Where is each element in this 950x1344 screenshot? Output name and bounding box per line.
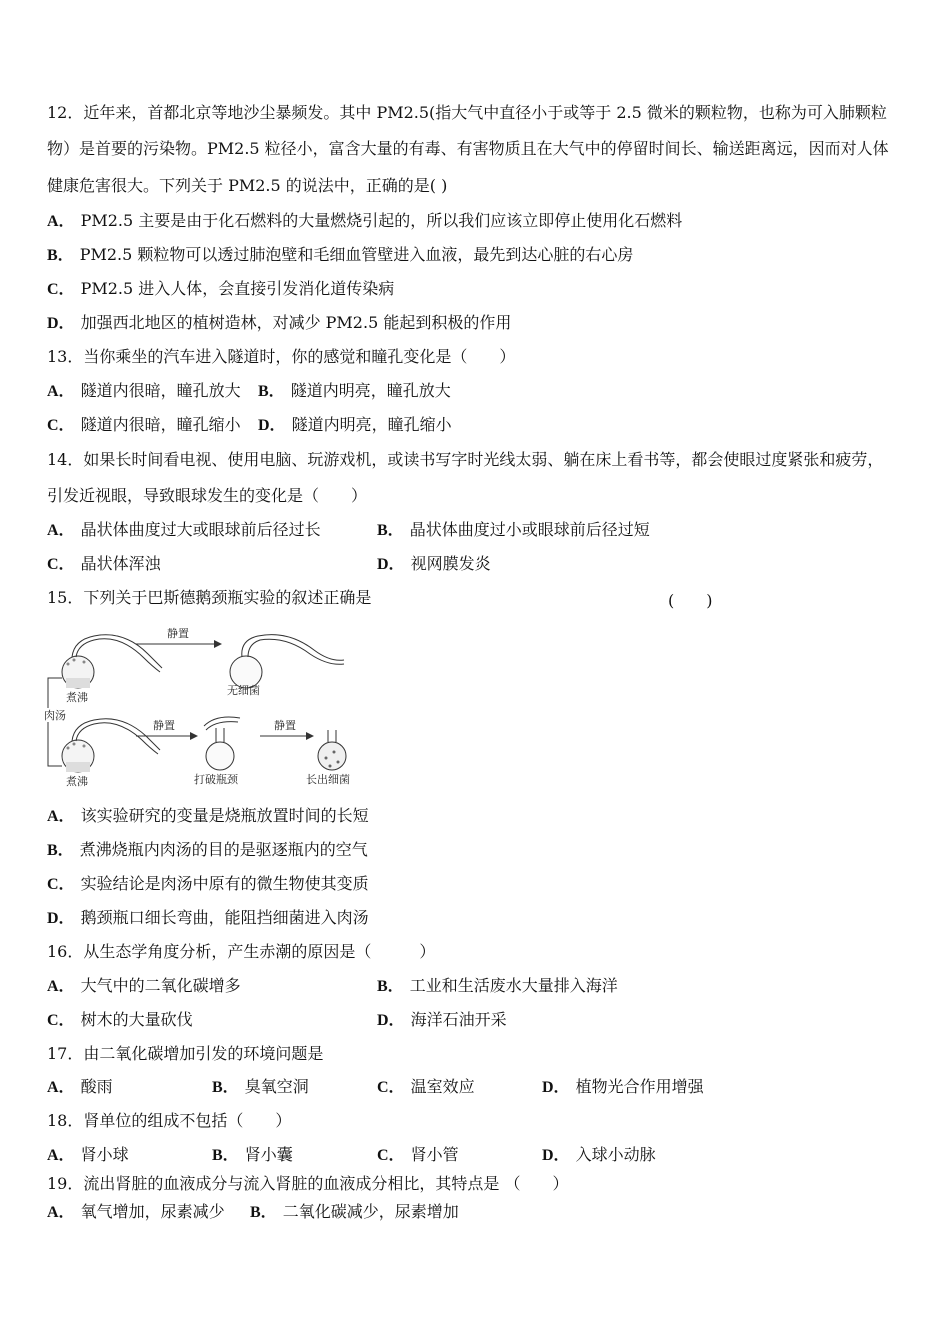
option-label: B． [212,1147,239,1164]
option-text: 肾小管 [410,1145,459,1164]
option-label: C． [377,1079,405,1096]
option-text: 煮沸烧瓶内肉汤的目的是驱逐瓶内的空气 [79,840,368,859]
option-label: A． [47,1079,75,1096]
q12-option-a [47,211,682,232]
no-bacteria-label: 无细菌 [227,684,260,697]
option-text: 该实验研究的变量是烧瓶放置时间的长短 [80,806,369,825]
q16-stem: 16．从生态学角度分析，产生赤潮的原因是（ ） [47,942,436,961]
option-text: 大气中的二氧化碳增多 [80,976,241,995]
option-text: 视网膜发炎 [410,554,491,573]
q17-option-a [47,1077,113,1098]
still-label-right: 静置 [274,719,296,732]
boil-label-bottom: 煮沸 [66,775,88,788]
option-text: 树木的大量砍伐 [80,1010,193,1029]
option-text: 实验结论是肉汤中原有的微生物使其变质 [80,874,369,893]
q18-option-c [377,1145,459,1166]
option-label: A． [47,978,75,995]
option-text: 隧道内明亮，瞳孔放大 [290,381,451,400]
q17-option-d [542,1077,704,1098]
option-text: 工业和生活废水大量排入海洋 [409,976,618,995]
flask-boiling-top [62,635,162,688]
option-label: C． [47,876,75,893]
q14-option-b [377,520,650,541]
q19-stem: 19．流出肾脏的血液成分与流入肾脏的血液成分相比，其特点是 （ ） [47,1174,569,1193]
option-label: A． [47,1147,75,1164]
option-label: B． [377,522,404,539]
option-label: D． [47,315,75,332]
option-label: D． [258,417,286,434]
q16-option-a [47,976,241,997]
flask-boiling-bottom [62,719,160,772]
q13-option-b [258,381,451,402]
q18-option-b [212,1145,293,1166]
option-label: B． [377,978,404,995]
still-label-top: 静置 [167,627,189,640]
break-neck-label: 打破瓶颈 [194,773,238,786]
option-text: 酸雨 [80,1077,113,1096]
option-text: PM2.5 主要是由于化石燃料的大量燃烧引起的，所以我们应该立即停止使用化石燃料 [80,211,683,230]
q18-option-a [47,1145,129,1166]
q19-option-b [250,1202,459,1223]
q13-option-d [258,415,452,436]
option-text: PM2.5 颗粒物可以透过肺泡壁和毛细血管壁进入血液，最先到达心脏的右心房 [79,245,634,264]
option-text: 温室效应 [410,1077,475,1096]
option-text: 臭氧空洞 [244,1077,309,1096]
q14-option-c [47,554,161,575]
option-text: 海洋石油开采 [410,1010,507,1029]
pasteur-swan-neck-flask-diagram [44,620,356,788]
broth-label: 肉汤 [44,709,66,722]
q15-option-b [47,840,368,861]
flask-sterile-top [230,635,344,688]
q15-option-a [47,806,369,827]
q18-option-d [542,1145,656,1166]
option-label: D． [377,556,405,573]
q12-stem-line-3: 健康危害很大。下列关于 PM2.5 的说法中，正确的是( ) [47,176,448,195]
q13-option-a [47,381,241,402]
option-text: 鹅颈瓶口细长弯曲，能阻挡细菌进入肉汤 [80,908,369,927]
q18-stem: 18．肾单位的组成不包括（ ） [47,1111,292,1130]
option-label: C． [47,281,75,298]
option-text: 隧道内很暗，瞳孔缩小 [80,415,241,434]
option-text: 肾小囊 [244,1145,293,1164]
option-text: 隧道内很暗，瞳孔放大 [80,381,241,400]
arrow-still-top [136,640,222,648]
option-label: C． [47,556,75,573]
flask-bacteria [318,730,346,770]
option-text: PM2.5 进入人体，会直接引发消化道传染病 [80,279,395,298]
arrow-still-mid [136,732,198,740]
q15-answer-paren: ( ) [668,591,713,610]
q16-option-b [377,976,618,997]
q15-option-d [47,908,369,929]
q13-option-c [47,415,241,436]
q17-stem: 17．由二氧化碳增加引发的环境问题是 [47,1044,324,1063]
option-label: C． [377,1147,405,1164]
option-text: 植物光合作用增强 [575,1077,704,1096]
q14-option-d [377,554,491,575]
q13-stem: 13．当你乘坐的汽车进入隧道时，你的感觉和瞳孔变化是（ ） [47,347,516,366]
q12-option-b [47,245,633,266]
option-label: B． [212,1079,239,1096]
option-label: B． [47,842,74,859]
flask-broken-neck [204,717,240,770]
q16-option-c [47,1010,193,1031]
q17-option-b [212,1077,309,1098]
option-text: 二氧化碳减少，尿素增加 [282,1202,459,1221]
option-text: 入球小动脉 [575,1145,656,1164]
bacteria-grow-label: 长出细菌 [306,773,350,786]
option-text: 氧气增加，尿素减少 [80,1202,225,1221]
q15-option-c [47,874,369,895]
option-label: D． [377,1012,405,1029]
q12-stem-line-1: 12．近年来，首都北京等地沙尘暴频发。其中 PM2.5(指大气中直径小于或等于 2.5 微米的颗粒物，也称为可入肺颗粒 [47,103,887,122]
still-label-mid: 静置 [153,719,175,732]
q19-option-a [47,1202,225,1223]
q16-option-d [377,1010,507,1031]
q14-stem-line-2: 引发近视眼，导致眼球发生的变化是（ ） [47,486,368,505]
q15-stem: 15．下列关于巴斯德鹅颈瓶实验的叙述正确是 [47,588,372,607]
option-label: D． [542,1079,570,1096]
option-text: 晶状体曲度过小或眼球前后径过短 [409,520,650,539]
option-text: 加强西北地区的植树造林，对减少 PM2.5 能起到积极的作用 [80,313,512,332]
option-label: C． [47,417,75,434]
option-label: A． [47,1204,75,1221]
option-label: B． [258,383,285,400]
option-text: 晶状体浑浊 [80,554,161,573]
boil-label-top: 煮沸 [66,691,88,704]
option-label: B． [47,247,74,264]
q12-stem-line-2: 物）是首要的污染物。PM2.5 粒径小，富含大量的有毒、有害物质且在大气中的停留时间长、输送距离远，因而对人体 [47,139,889,158]
option-label: A． [47,213,75,230]
option-label: B． [250,1204,277,1221]
option-label: C． [47,1012,75,1029]
q12-option-c [47,279,394,300]
q12-option-d [47,313,511,334]
arrow-still-right [260,732,314,740]
q14-stem-line-1: 14．如果长时间看电视、使用电脑、玩游戏机，或读书写字时光线太弱、躺在床上看书等，都会使眼过度紧张和疲劳， [47,450,884,469]
option-text: 肾小球 [80,1145,129,1164]
option-label: D． [542,1147,570,1164]
option-label: A． [47,383,75,400]
option-label: D． [47,910,75,927]
option-label: A． [47,522,75,539]
option-text: 隧道内明亮，瞳孔缩小 [291,415,452,434]
q17-option-c [377,1077,475,1098]
q14-option-a [47,520,321,541]
option-label: A． [47,808,75,825]
option-text: 晶状体曲度过大或眼球前后径过长 [80,520,321,539]
